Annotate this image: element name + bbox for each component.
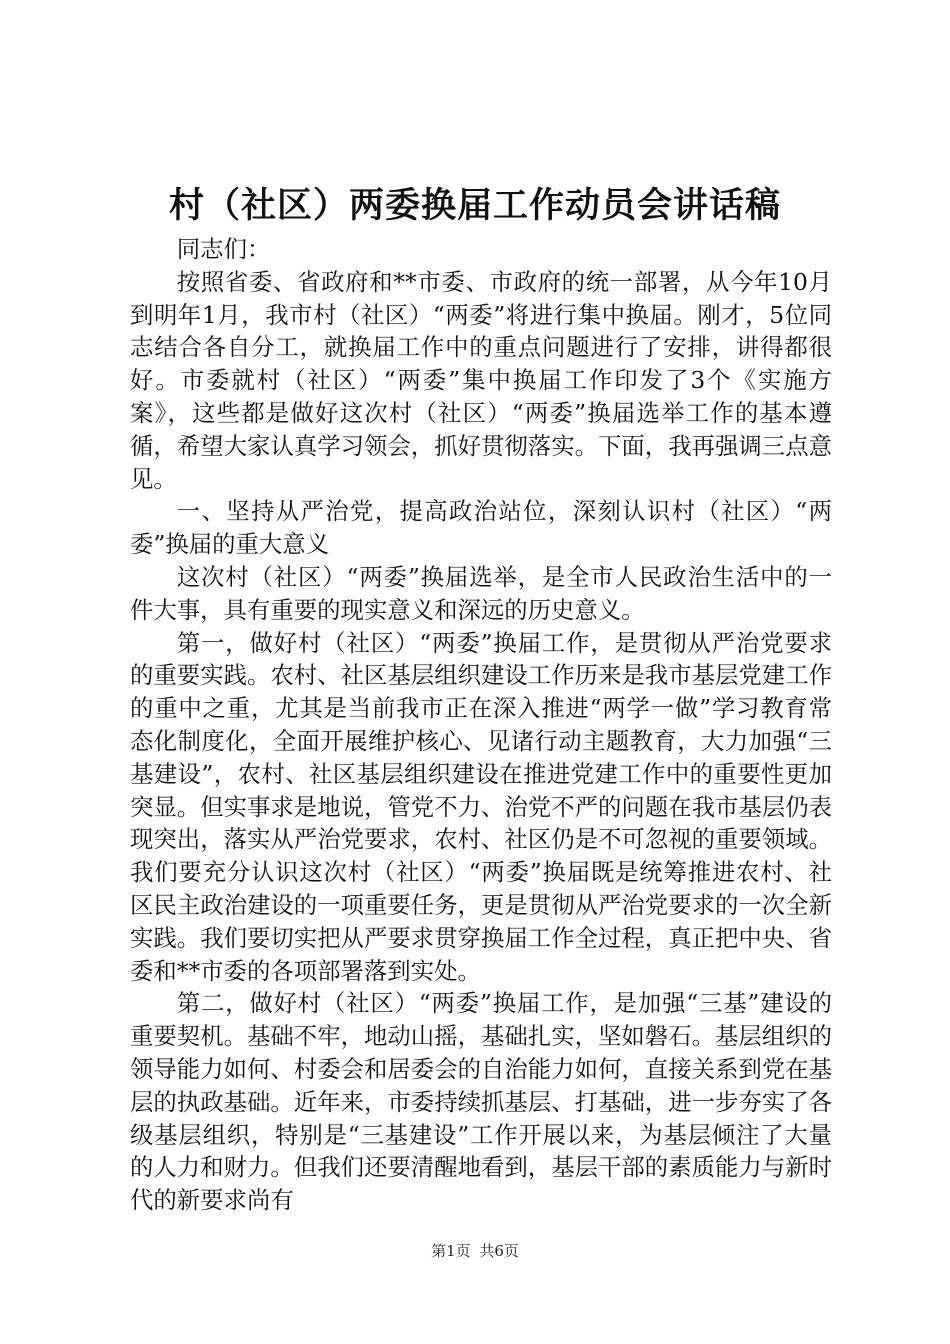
page-footer [0, 1240, 950, 1262]
page-total: 共6页 [479, 1242, 519, 1260]
document-body [130, 233, 832, 1217]
paragraph-second-point: 第二，做好村（社区）“两委”换届工作，是加强“三基”建设的重要契机。基础不牢，地动山摇，基础扎实，坚如磐石。基层组织的领导能力如何、村委会和居委会的自治能力如何，直接关系到党在基层的执政基础。近年来，市委持续抓基层、打基础，进一步夯实了各级基层组织，特别是“三基建设”工作开展以来，为基层倾注了大量的人力和财力。但我们还要清醒地看到，基层干部的素质能力与新时代的新要求尚有 [130, 989, 832, 1215]
section-heading-1: 一、坚持从严治党，提高政治站位，深刻认识村（社区）“两委”换届的重大意义 [130, 497, 832, 559]
page-number: 第1页 [431, 1242, 471, 1260]
document-title: 村（社区）两委换届工作动员会讲话稿 [168, 185, 781, 226]
salutation: 同志们： [176, 235, 271, 263]
paragraph-intro: 按照省委、省政府和**市委、市政府的统一部署，从今年10月到明年1月，我市村（社区）“两委”将进行集中换届。刚才，5位同志结合各自分工，就换届工作中的重点问题进行了安排，讲得都很好。市委就村（社区）“两委”集中换届工作印发了3个《实施方案》，这些都是做好这次村（社区）“两委”换届选举工作的基本遵循，希望大家认真学习领会，抓好贯彻落实。下面，我再强调三点意见。 [130, 267, 832, 493]
paragraph-significance: 这次村（社区）“两委”换届选举，是全市人民政治生活中的一件大事，具有重要的现实意义和深远的历史意义。 [130, 562, 832, 624]
paragraph-first-point: 第一，做好村（社区）“两委”换届工作，是贯彻从严治党要求的重要实践。农村、社区基层组织建设工作历来是我市基层党建工作的重中之重，尤其是当前我市正在深入推进“两学一做”学习教育常态化制度化，全面开展维护核心、见诸行动主题教育，大力加强“三基建设”，农村、社区基层组织建设在推进党建工作中的重要性更加突显。但实事求是地说，管党不力、治党不严的问题在我市基层仍表现突出，落实从严治党要求，农村、社区仍是不可忽视的重要领域。我们要充分认识这次村（社区）“两委”换届既是统筹推进农村、社区民主政治建设的一项重要任务，更是贯彻从严治党要求的一次全新实践。我们要切实把从严要求贯穿换届工作全过程，真正把中央、省委和**市委的各项部署落到实处。 [130, 628, 832, 985]
